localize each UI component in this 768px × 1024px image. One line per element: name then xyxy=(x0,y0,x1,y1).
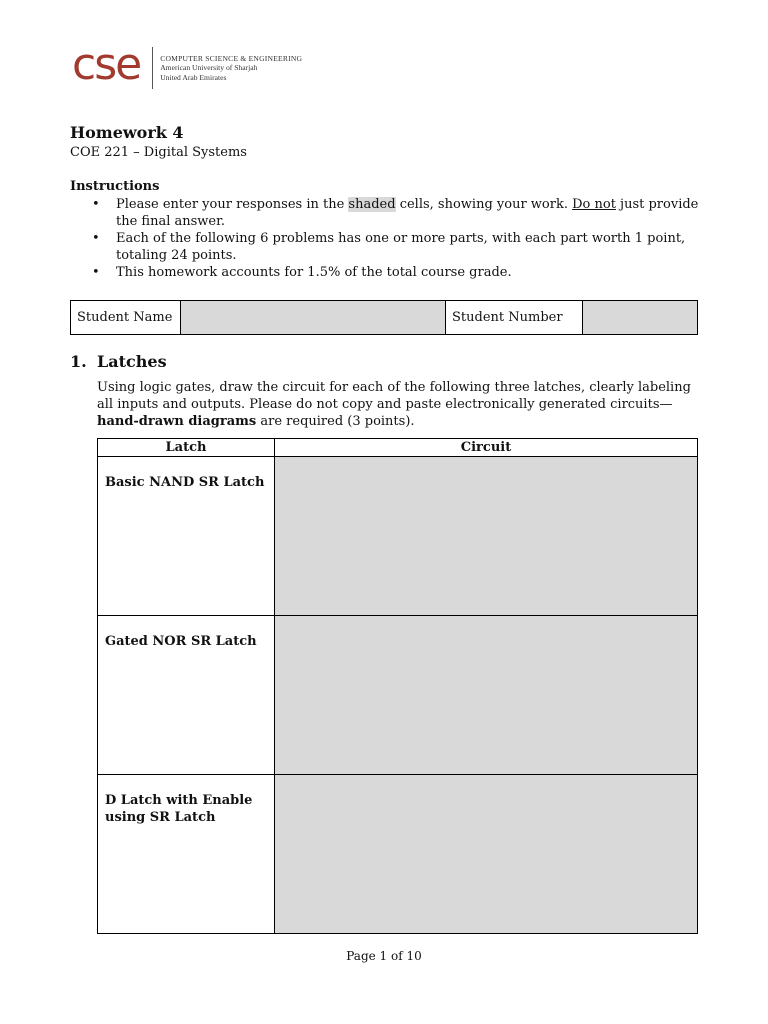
page-title: Homework 4 xyxy=(70,123,184,142)
table-row xyxy=(98,457,698,616)
column-header-latch: Latch xyxy=(98,439,275,457)
latch-name: Gated NOR SR Latch xyxy=(98,616,275,775)
circuit-answer-cell[interactable] xyxy=(275,457,698,616)
latch-name: Basic NAND SR Latch xyxy=(98,457,275,616)
instruction-item: • This homework accounts for 1.5% of the total course grade. xyxy=(96,264,700,281)
logo-line-country: United Arab Emirates xyxy=(160,72,227,82)
instructions-heading: Instructions xyxy=(70,179,160,194)
student-name-field[interactable] xyxy=(181,301,446,335)
cse-logo xyxy=(72,39,303,90)
course-subtitle: COE 221 – Digital Systems xyxy=(70,145,247,160)
student-number-label: Student Number xyxy=(446,301,583,335)
logo-line-university: American University of Sharjah xyxy=(160,63,258,73)
student-name-label: Student Name xyxy=(71,301,181,335)
shaded-word: shaded xyxy=(348,197,396,212)
underlined-phrase: Do not xyxy=(572,197,616,212)
circuit-answer-cell[interactable] xyxy=(275,616,698,775)
section-number: 1. xyxy=(70,352,87,371)
logo-divider xyxy=(152,47,153,89)
instruction-item xyxy=(96,196,700,230)
table-row xyxy=(98,775,698,934)
instruction-item: • Each of the following 6 problems has one or more parts, with each part worth 1 point, totaling 24 points. xyxy=(96,230,700,264)
latch-table xyxy=(97,438,698,934)
student-info-table xyxy=(70,300,698,335)
student-number-field[interactable] xyxy=(583,301,698,335)
instruction-text: cells, showing your work. xyxy=(395,197,573,212)
column-header-circuit: Circuit xyxy=(275,439,698,457)
section-title: Latches xyxy=(97,352,167,371)
section-text: are required (3 points). xyxy=(256,414,415,429)
section-text: Using logic gates, draw the circuit for each of the following three latches, clearly labeling all inputs and outputs. Please do not copy and paste electronically generated circuits— xyxy=(97,380,691,412)
logo-mark: cse xyxy=(72,39,141,90)
latch-name: D Latch with Enable using SR Latch xyxy=(98,775,275,934)
page-number: Page 1 of 10 xyxy=(346,949,422,963)
logo-text xyxy=(160,54,302,82)
instruction-text: just provide the final answer. xyxy=(116,197,699,229)
instructions-list xyxy=(96,196,700,281)
instruction-text: Please enter your responses in the xyxy=(116,197,349,212)
circuit-answer-cell[interactable] xyxy=(275,775,698,934)
section-emphasis: hand-drawn diagrams xyxy=(97,414,257,429)
section-instructions xyxy=(97,379,701,430)
table-row xyxy=(98,616,698,775)
logo-line-department: COMPUTER SCIENCE & ENGINEERING xyxy=(160,53,303,63)
